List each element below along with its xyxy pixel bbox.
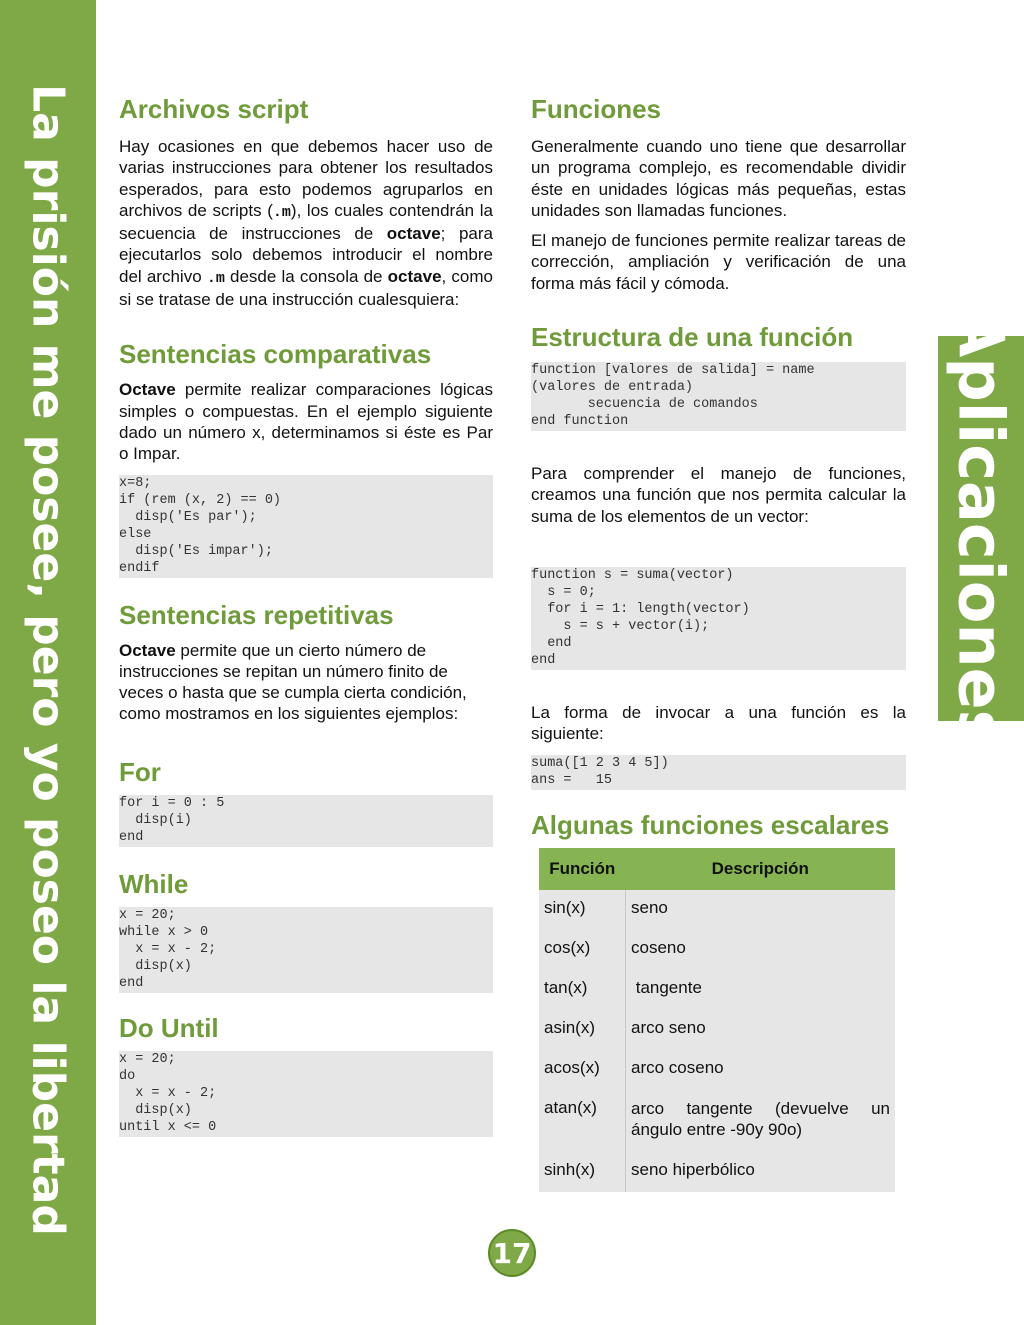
left-vertical-quote: La prisión me posee, pero yo poseo la libertad bbox=[22, 84, 74, 1236]
right-column bbox=[531, 92, 906, 1192]
section-tab bbox=[938, 309, 1024, 747]
table-cell-function: atan(x) bbox=[539, 1090, 626, 1152]
table-cell-function: acos(x) bbox=[539, 1050, 626, 1090]
heading-sentencias-comparativas: Sentencias comparativas bbox=[119, 339, 432, 370]
table-cell-description: arco tangente (devuelve un ángulo entre -90y 90o) bbox=[626, 1090, 896, 1152]
heading-sentencias-repetitivas: Sentencias repetitivas bbox=[119, 599, 394, 630]
estructura-paragraph-2: La forma de invocar a una función es la siguiente: bbox=[531, 702, 906, 744]
code-estructura: function [valores de salida] = name (valores de entrada) secuencia de comandos end function bbox=[531, 362, 906, 431]
heading-while: While bbox=[119, 868, 189, 899]
table-header-descripcion: Descripción bbox=[626, 848, 896, 890]
table-cell-function: sinh(x) bbox=[539, 1152, 626, 1192]
table-row bbox=[539, 970, 895, 1010]
left-decorative-band bbox=[0, 0, 96, 1325]
table-cell-function: cos(x) bbox=[539, 930, 626, 970]
table-row bbox=[539, 1010, 895, 1050]
code-do-until: x = 20; do x = x - 2; disp(x) until x <= 0 bbox=[119, 1051, 493, 1137]
heading-for: For bbox=[119, 756, 161, 787]
repetitivas-paragraph: Octave permite que un cierto número de instrucciones se repitan un número finito de veces o hasta que se cumpla cierta condición, como mostramos en los siguientes ejemplos: bbox=[119, 640, 467, 724]
table-cell-description: seno bbox=[626, 890, 896, 930]
table-row bbox=[539, 1090, 895, 1152]
section-tab-label: Aplicaciones bbox=[944, 309, 1018, 747]
page-number: 17 bbox=[492, 1236, 532, 1270]
table-cell-description: coseno bbox=[626, 930, 896, 970]
heading-archivos-script: Archivos script bbox=[119, 94, 309, 124]
table-row bbox=[539, 1152, 895, 1192]
funciones-paragraph-1: Generalmente cuando uno tiene que desarrollar un programa complejo, es recomendable dividir éste en unidades lógicas más pequeñas, estas unidades son llamadas funciones. bbox=[531, 137, 906, 220]
table-row bbox=[539, 930, 895, 970]
heading-do-until: Do Until bbox=[119, 1012, 219, 1043]
table-cell-description: arco coseno bbox=[626, 1050, 896, 1090]
table-cell-function: asin(x) bbox=[539, 1010, 626, 1050]
estructura-paragraph-1: Para comprender el manejo de funciones, creamos una función que nos permita calcular la suma de los elementos de un vector: bbox=[531, 464, 906, 526]
code-comparativas: x=8; if (rem (x, 2) == 0) disp('Es par'); else disp('Es impar'); endif bbox=[119, 475, 493, 578]
archivos-paragraph: Hay ocasiones en que debemos hacer uso de varias instrucciones para obtener los resultados esperados, para esto podemos agruparlos en archivos de scripts (.m), los cuales contendrán la secuencia de instrucciones de octave; para ejecutarlos solo debemos introducir el nombre del archivo .m desde la consola de octave, como si se tratase de una instrucción cualesquiera: bbox=[119, 137, 493, 310]
funciones-paragraph-2: El manejo de funciones permite realizar tareas de corrección, ampliación y verificación de una forma más fácil y cómoda. bbox=[531, 231, 906, 293]
code-invocar: suma([1 2 3 4 5]) ans = 15 bbox=[531, 755, 906, 790]
code-for: for i = 0 : 5 disp(i) end bbox=[119, 795, 493, 847]
table-row bbox=[539, 890, 895, 930]
code-while: x = 20; while x > 0 x = x - 2; disp(x) end bbox=[119, 907, 493, 993]
scalar-functions-table bbox=[539, 848, 895, 1192]
left-column bbox=[119, 92, 493, 1137]
comparativas-paragraph: Octave permite realizar comparaciones lógicas simples o compuestas. En el ejemplo siguiente dado un número x, determinamos si éste es Par o Impar. bbox=[119, 380, 493, 464]
heading-funciones: Funciones bbox=[531, 94, 662, 124]
table-cell-function: tan(x) bbox=[539, 970, 626, 1010]
table-cell-function: sin(x) bbox=[539, 890, 626, 930]
table-cell-description: tangente bbox=[626, 970, 896, 1010]
heading-estructura-funcion: Estructura de una función bbox=[531, 322, 854, 353]
code-suma: function s = suma(vector) s = 0; for i = 1: length(vector) s = s + vector(i); end end bbox=[531, 567, 906, 670]
table-cell-description: seno hiperbólico bbox=[626, 1152, 896, 1192]
table-header-funcion: Función bbox=[539, 848, 626, 890]
table-header-row bbox=[539, 848, 895, 890]
table-cell-description: arco seno bbox=[626, 1010, 896, 1050]
page-number-badge bbox=[488, 1229, 536, 1277]
table-row bbox=[539, 1050, 895, 1090]
heading-funciones-escalares: Algunas funciones escalares bbox=[531, 809, 890, 840]
